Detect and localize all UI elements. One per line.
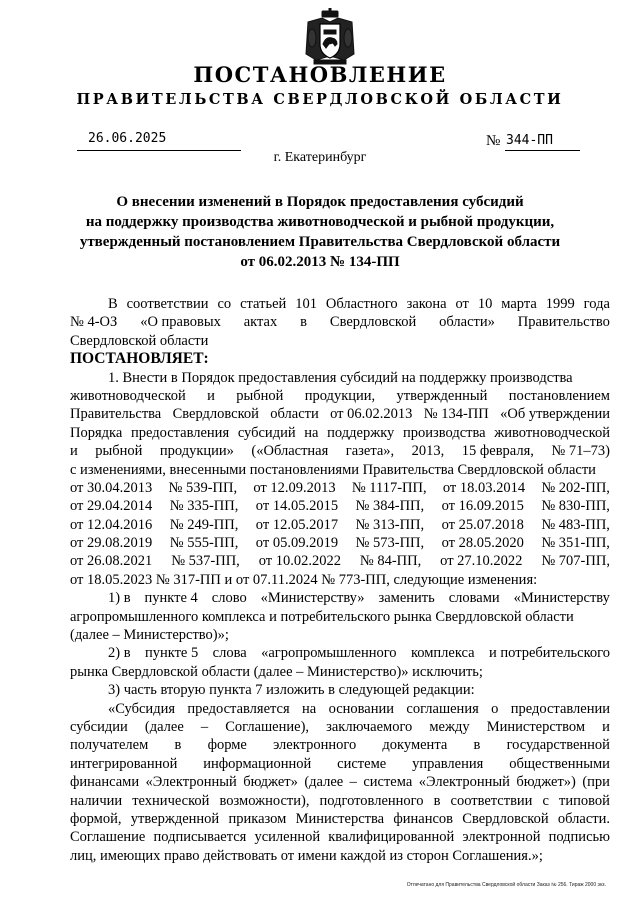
word: № 573-ПП, bbox=[355, 535, 425, 552]
word: системе bbox=[337, 755, 387, 772]
word: производства bbox=[403, 424, 486, 441]
word: «Электронный bbox=[418, 774, 510, 791]
word: предоставляется bbox=[187, 700, 290, 717]
word: от 30.04.2013 bbox=[70, 479, 153, 496]
word: финансов bbox=[393, 810, 454, 827]
word: № 830-ПП, bbox=[541, 498, 610, 515]
word: животноводческой bbox=[70, 387, 186, 404]
word: – bbox=[200, 718, 209, 735]
document-title bbox=[60, 192, 580, 272]
word: постановлением bbox=[508, 387, 610, 404]
text-line bbox=[70, 773, 610, 791]
word: 15 февраля, bbox=[461, 443, 534, 460]
word: «Министерству» bbox=[260, 590, 365, 607]
word: усиленной bbox=[254, 829, 321, 846]
word: № 4-ОЗ bbox=[70, 314, 118, 331]
word: электронной bbox=[462, 829, 541, 846]
word: субсидии bbox=[70, 718, 128, 735]
word: от 27.10.2022 bbox=[440, 553, 523, 570]
text-line bbox=[70, 424, 610, 442]
word: № 1117-ПП, bbox=[351, 479, 427, 496]
word: № 313-ПП, bbox=[355, 516, 425, 533]
word: слова bbox=[212, 645, 247, 662]
text-line bbox=[70, 479, 610, 497]
text-line bbox=[70, 313, 610, 331]
text-line bbox=[70, 810, 610, 828]
word: электронного bbox=[273, 737, 357, 754]
word: возможности), bbox=[219, 792, 310, 809]
text-line bbox=[70, 295, 610, 313]
word: наличии bbox=[70, 792, 123, 809]
word: от 29.08.2019 bbox=[70, 535, 153, 552]
word: подписывается bbox=[153, 829, 247, 846]
text-line bbox=[70, 755, 610, 773]
word: № 335-ПП, bbox=[169, 498, 239, 515]
word: Министерством bbox=[486, 718, 586, 735]
word: 2013, bbox=[411, 443, 445, 460]
word: 1) в bbox=[108, 590, 131, 607]
word: соответствии bbox=[450, 792, 533, 809]
word: и bbox=[207, 387, 215, 404]
word: Порядка bbox=[70, 424, 123, 441]
text-line bbox=[70, 552, 610, 570]
coat-of-arms-icon bbox=[300, 8, 360, 68]
word: от 29.04.2014 bbox=[70, 498, 153, 515]
word: № 555-ПП, bbox=[169, 535, 239, 552]
word: технической bbox=[132, 792, 210, 809]
word: от 18.03.2014 bbox=[442, 479, 526, 496]
word: 2) в bbox=[108, 645, 131, 662]
word: в bbox=[300, 314, 307, 331]
word: словами bbox=[448, 590, 500, 607]
word: («Областная bbox=[251, 443, 329, 460]
word: бюджет») bbox=[516, 774, 576, 791]
word: утвержденный bbox=[396, 387, 488, 404]
word: Свердловской bbox=[172, 406, 259, 423]
word: продукции, bbox=[304, 387, 376, 404]
word: «Электронный bbox=[145, 774, 237, 791]
word: государственной bbox=[506, 737, 610, 754]
word: Правительство bbox=[517, 314, 610, 331]
text-line bbox=[70, 516, 610, 534]
word: Правительства bbox=[70, 406, 162, 423]
word: 1999 bbox=[545, 296, 575, 312]
word: Соглашение bbox=[70, 829, 146, 846]
number-label: № bbox=[486, 133, 501, 149]
word: «О правовых bbox=[140, 314, 221, 331]
title-line: от 06.02.2013 № 134-ПП bbox=[240, 254, 400, 270]
word: № 384-ПП, bbox=[355, 498, 425, 515]
word: приказом bbox=[228, 810, 287, 827]
document-type: ПОСТАНОВЛЕНИЕ bbox=[193, 62, 447, 87]
text-line: лиц, имеющих право действовать от имени каждой из сторон Соглашения.»; bbox=[70, 847, 543, 864]
text-line bbox=[70, 405, 610, 423]
word: слово bbox=[211, 590, 247, 607]
word: в bbox=[473, 737, 481, 754]
word: «Министерству bbox=[513, 590, 610, 607]
word: со bbox=[217, 296, 232, 312]
word: № 202-ПП, bbox=[541, 479, 610, 496]
word: «Субсидия bbox=[108, 700, 175, 717]
word: и bbox=[70, 443, 78, 460]
word: 101 bbox=[295, 296, 317, 312]
word: (далее bbox=[304, 774, 344, 791]
word: области» bbox=[439, 314, 495, 331]
word: от 28.05.2020 bbox=[441, 535, 524, 552]
word: от 12.04.2016 bbox=[70, 516, 153, 533]
word: форме bbox=[207, 737, 247, 754]
word: интегрированной bbox=[70, 755, 178, 772]
word: в bbox=[174, 737, 182, 754]
text-line: 1. Внести в Порядок предоставления субсидий на поддержку производства bbox=[108, 369, 573, 386]
word: газета», bbox=[345, 443, 395, 460]
resolves-heading: ПОСТАНОВЛЯЕТ: bbox=[70, 350, 209, 368]
text-line bbox=[70, 700, 610, 718]
word: В bbox=[108, 296, 118, 312]
word: соглашения bbox=[406, 700, 479, 717]
text-line bbox=[70, 718, 610, 736]
word: продукции» bbox=[159, 443, 234, 460]
word: «Об утверждении bbox=[500, 406, 610, 423]
word: № 539-ПП, bbox=[168, 479, 238, 496]
word: от bbox=[455, 296, 469, 312]
document-number: 344-ПП bbox=[506, 133, 553, 148]
word: от 16.09.2015 bbox=[441, 498, 524, 515]
word: управления bbox=[412, 755, 484, 772]
word: Областного bbox=[325, 296, 398, 312]
word: области. bbox=[557, 810, 610, 827]
word: от 05.09.2019 bbox=[255, 535, 339, 552]
word: комплекса bbox=[410, 645, 475, 662]
word: на bbox=[304, 424, 319, 441]
word: в bbox=[433, 792, 441, 809]
word: соответствии bbox=[126, 296, 209, 312]
text-line: рынка Свердловской области (далее – Министерство)» исключить; bbox=[70, 663, 483, 680]
word: финансами bbox=[70, 774, 140, 791]
word: и потребительского bbox=[489, 645, 610, 662]
print-footer: Отпечатано для Правительства Свердловской области Заказ № 256. Тираж 2000 экз. bbox=[406, 882, 606, 888]
word: формой, bbox=[70, 810, 122, 827]
title-line: О внесении изменений в Порядок предоставления субсидий bbox=[116, 194, 524, 210]
word: пункте 4 bbox=[144, 590, 198, 607]
document-body bbox=[70, 295, 610, 865]
word: типовой bbox=[559, 792, 610, 809]
word: закона bbox=[406, 296, 447, 312]
document-date: 26.06.2025 bbox=[88, 131, 167, 146]
word: марта bbox=[501, 296, 537, 312]
title-line: на поддержку производства животноводческой и рыбной продукции, bbox=[85, 214, 555, 230]
word: с bbox=[542, 792, 549, 809]
text-line bbox=[70, 792, 610, 810]
word: предоставления bbox=[130, 424, 230, 441]
word: документа bbox=[382, 737, 448, 754]
text-line: с изменениями, внесенными постановлениями Правительства Свердловской области bbox=[70, 461, 596, 478]
word: Министерства bbox=[295, 810, 385, 827]
word: информационной bbox=[203, 755, 312, 772]
word: между bbox=[429, 718, 470, 735]
word: и bbox=[602, 718, 610, 735]
word: о bbox=[491, 700, 499, 717]
text-line bbox=[70, 736, 610, 754]
word: от 26.08.2021 bbox=[70, 553, 153, 570]
word: получателем bbox=[70, 737, 149, 754]
text-line: 3) часть вторую пункта 7 изложить в следующей редакции: bbox=[108, 682, 475, 699]
word: утвержденной bbox=[130, 810, 220, 827]
text-line bbox=[70, 828, 610, 846]
word: № 249-ПП, bbox=[169, 516, 239, 533]
text-line: агропромышленного комплекса и потребительского рынка Свердловской области bbox=[70, 608, 574, 625]
word: Свердловской bbox=[329, 314, 417, 331]
text-line bbox=[70, 387, 610, 405]
title-line: утвержденный постановлением Правительства Свердловской области bbox=[79, 234, 561, 250]
word: актах bbox=[243, 314, 278, 331]
word: № 134-ПП bbox=[423, 406, 489, 423]
word: № 537-ПП, bbox=[171, 553, 240, 570]
word: от 12.05.2017 bbox=[255, 516, 339, 533]
text-line: Свердловской области bbox=[70, 332, 209, 349]
word: поддержку bbox=[327, 424, 395, 441]
word: субсидий bbox=[237, 424, 296, 441]
text-line bbox=[70, 589, 610, 607]
word: квалифицированной bbox=[328, 829, 455, 846]
word: «агропромышленного bbox=[261, 645, 397, 662]
word: № 707-ПП, bbox=[541, 553, 610, 570]
word: от 06.02.2013 bbox=[330, 406, 413, 423]
word: 10 bbox=[477, 296, 493, 312]
city: г. Екатеринбург bbox=[273, 150, 367, 165]
word: основании bbox=[328, 700, 395, 717]
word: от 14.05.2015 bbox=[255, 498, 339, 515]
word: – bbox=[349, 774, 357, 791]
word: от 10.02.2022 bbox=[258, 553, 341, 570]
text-line: от 18.05.2023 № 317-ПП и от 07.11.2024 № 773-ПП, следующие изменения: bbox=[70, 571, 538, 588]
word: рыбной bbox=[236, 387, 284, 404]
word: области bbox=[270, 406, 319, 423]
word: от 25.07.2018 bbox=[441, 516, 524, 533]
word: № 84-ПП, bbox=[359, 553, 422, 570]
issuing-organization: ПРАВИТЕЛЬСТВА СВЕРДЛОВСКОЙ ОБЛАСТИ bbox=[76, 91, 564, 108]
word: пункте 5 bbox=[144, 645, 199, 662]
word: заключаемого bbox=[326, 718, 413, 735]
word: Свердловской bbox=[462, 810, 549, 827]
word: предоставлении bbox=[510, 700, 610, 717]
word: года bbox=[583, 296, 610, 312]
word: статьей bbox=[240, 296, 287, 312]
word: животноводческой bbox=[494, 424, 610, 441]
text-line: (далее – Министерство)»; bbox=[70, 627, 229, 644]
word: № 351-ПП, bbox=[541, 535, 610, 552]
word: (далее bbox=[144, 718, 184, 735]
word: подготовленного bbox=[319, 792, 424, 809]
word: подписью bbox=[548, 829, 610, 846]
text-line bbox=[70, 497, 610, 515]
word: рыбной bbox=[95, 443, 143, 460]
word: на bbox=[302, 700, 317, 717]
word: (при bbox=[582, 774, 610, 791]
word: № 71–73) bbox=[551, 443, 610, 460]
word: заменить bbox=[378, 590, 435, 607]
word: Соглашение), bbox=[225, 718, 310, 735]
word: № 483-ПП, bbox=[541, 516, 610, 533]
word: бюджет» bbox=[243, 774, 298, 791]
word: система bbox=[363, 774, 413, 791]
text-line bbox=[70, 442, 610, 460]
text-line bbox=[70, 644, 610, 662]
word: от 12.09.2013 bbox=[253, 479, 336, 496]
word: общественными bbox=[509, 755, 610, 772]
text-line bbox=[70, 534, 610, 552]
